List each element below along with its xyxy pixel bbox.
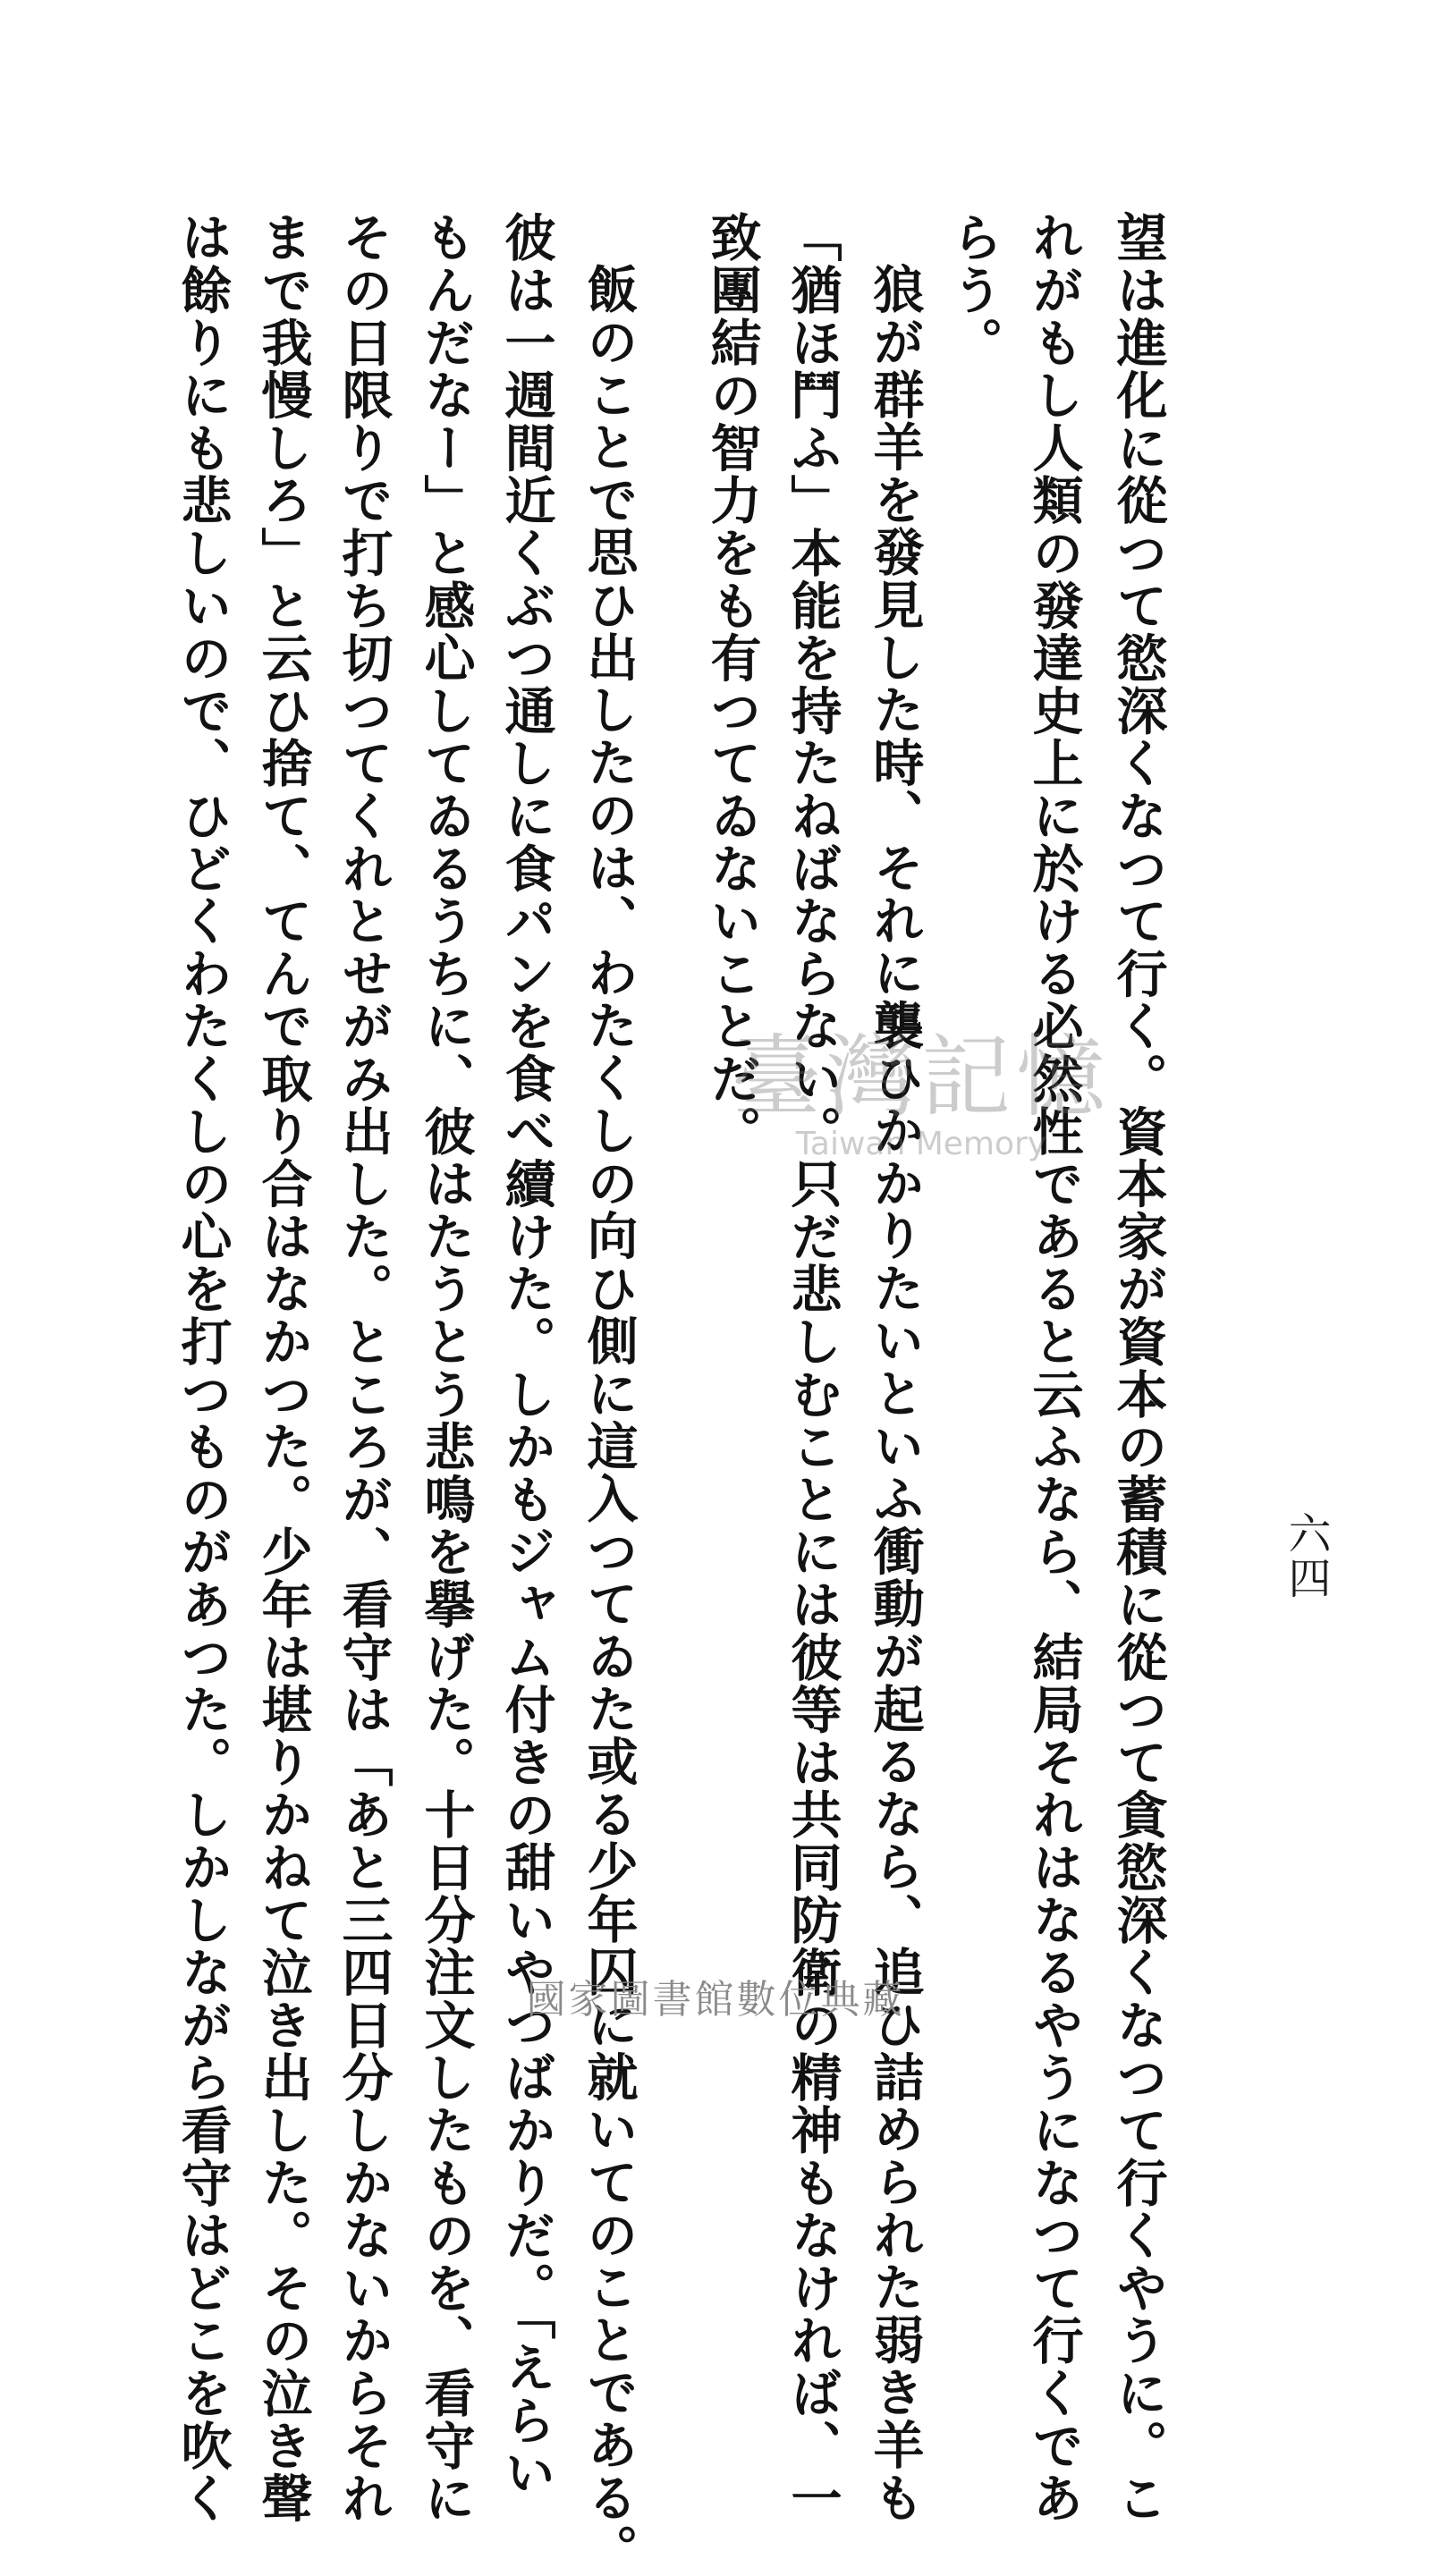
text-line-7: 飯のことで思ひ出したのは、わたくしの向ひ側に這入つてゐた或る少年囚に就いてのことである。 xyxy=(579,263,639,2576)
text-line-8: 彼は一週間近くぶつ通しに食パンを食べ續けた。しかもジャム付きの甜いやつばかりだ。「えらい xyxy=(496,211,556,2499)
text-line-3: らう。 xyxy=(944,211,1003,369)
text-line-10: その日限りで打ち切つてくれとせがみ出した。ところが、看守は「あと三四日分しかないからそれ xyxy=(334,211,394,2525)
text-line-1: 望は進化に從つて慾深くなつて行く。資本家が資本の蓄積に從つて貪慾深くなつて行くやうに。こ xyxy=(1108,211,1168,2525)
text-line-6: 致團結の智力をも有つてゐないことだ。 xyxy=(702,211,762,1158)
footer-archive-label: 國家圖書館數位典藏 xyxy=(526,1977,905,2023)
text-line-11: まで我慢しろ」と云ひ捨て、てんで取り合はなかつた。少年は堪りかねて泣き出した。その泣き聲 xyxy=(253,211,313,2525)
page-number: 六四 xyxy=(1281,1511,1331,1600)
watermark-chars: 臺灣記憶 xyxy=(732,1025,1111,1129)
watermark-logo xyxy=(707,1025,1136,1180)
text-line-4: 狼が群羊を發見した時、それに襲ひかかりたいといふ衝動が起るなら、追ひ詰められた弱き羊も xyxy=(865,263,925,2524)
watermark-english: Taiwan Memory xyxy=(795,1126,1047,1162)
text-line-9: もんだなー」と感心してゐるうちに、彼はたうとう悲鳴を擧げた。十日分注文したものを、看守に xyxy=(416,211,476,2525)
text-line-2: れがもし人類の發達史上に於ける必然性であると云ふなら、結局それはなるやうになつて行くであ xyxy=(1024,211,1084,2525)
text-line-12: は餘りにも悲しいので、ひどくわたくしの心を打つものがあつた。しかしながら看守はどこを吹く xyxy=(173,211,233,2525)
text-line-5: 「猶ほ鬥ふ」本能を持たねばならない。只だ悲しむことには彼等は共同防衛の精神もなければ、一 xyxy=(783,211,843,2525)
